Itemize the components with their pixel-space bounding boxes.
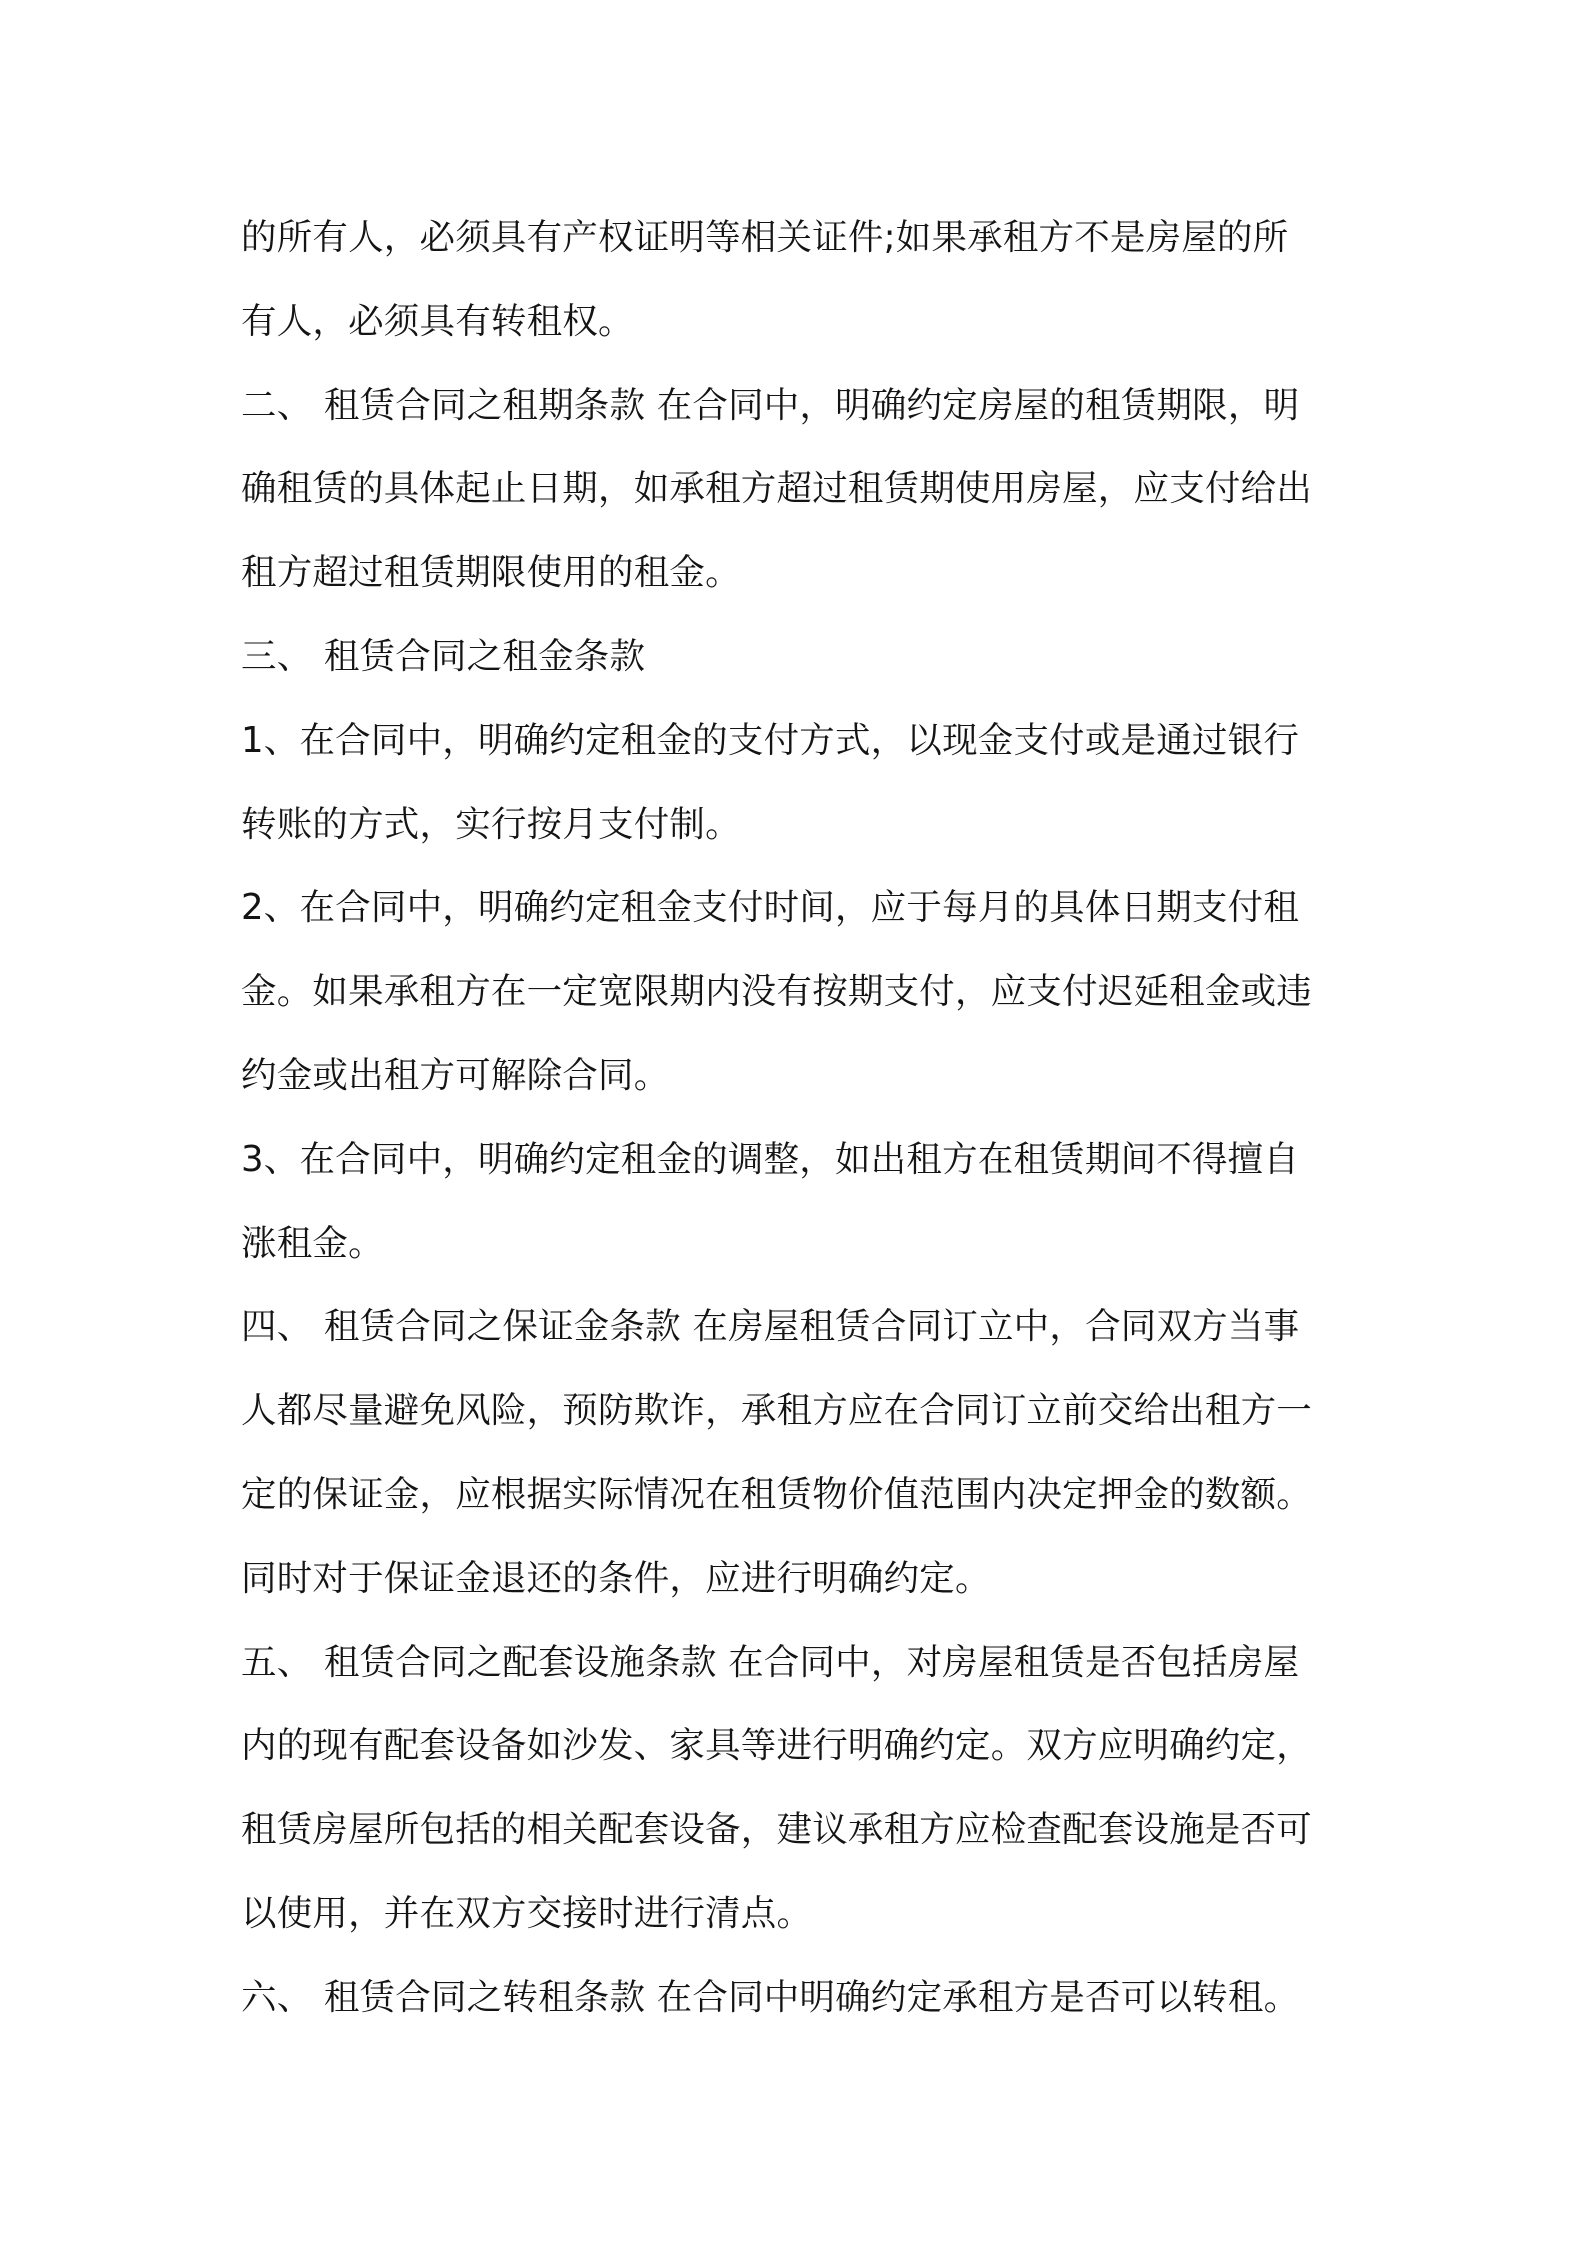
text-line: 租方超过租赁期限使用的租金。 (241, 552, 741, 594)
text-line: 内的现有配套设备如沙发、家具等进行明确约定。双方应明确约定， (241, 1725, 1313, 1767)
list-item-line: 2、在合同中，明确约定租金支付时间，应于每月的具体日期支付租 (241, 887, 1300, 929)
section-heading-line: 三、 租赁合同之租金条款 (241, 635, 646, 677)
text-line: 同时对于保证金退还的条件，应进行明确约定。 (241, 1557, 991, 1599)
text-line: 定的保证金，应根据实际情况在租赁物价值范围内决定押金的数额。 (241, 1473, 1313, 1515)
section-heading-line: 六、 租赁合同之转租条款 在合同中明确约定承租方是否可以转租。 (241, 1976, 1300, 2018)
document-body (241, 196, 1353, 2040)
text-line: 有人，必须具有转租权。 (241, 300, 634, 342)
text-line: 以使用，并在双方交接时进行清点。 (241, 1892, 813, 1934)
text-line: 约金或出租方可解除合同。 (241, 1054, 670, 1096)
text-line: 租赁房屋所包括的相关配套设备，建议承租方应检查配套设施是否可 (241, 1809, 1313, 1851)
text-line: 的所有人，必须具有产权证明等相关证件;如果承租方不是房屋的所 (241, 217, 1289, 258)
list-item-line: 3、在合同中，明确约定租金的调整，如出租方在租赁期间不得擅自 (241, 1138, 1300, 1180)
text-line: 涨租金。 (241, 1222, 384, 1264)
text-line: 转账的方式，实行按月支付制。 (241, 803, 741, 845)
text-line: 人都尽量避免风险，预防欺诈，承租方应在合同订立前交给出租方一 (241, 1390, 1313, 1432)
text-line: 确租赁的具体起止日期，如承租方超过租赁期使用房屋，应支付给出 (241, 468, 1313, 510)
section-heading-line: 二、 租赁合同之租期条款 在合同中，明确约定房屋的租赁期限，明 (241, 384, 1300, 426)
section-heading-line: 五、 租赁合同之配套设施条款 在合同中，对房屋租赁是否包括房屋 (241, 1641, 1300, 1683)
list-item-line: 1、在合同中，明确约定租金的支付方式，以现金支付或是通过银行 (241, 719, 1300, 761)
text-line: 金。如果承租方在一定宽限期内没有按期支付，应支付迟延租金或违 (241, 971, 1313, 1013)
section-heading-line: 四、 租赁合同之保证金条款 在房屋租赁合同订立中，合同双方当事 (241, 1306, 1300, 1348)
